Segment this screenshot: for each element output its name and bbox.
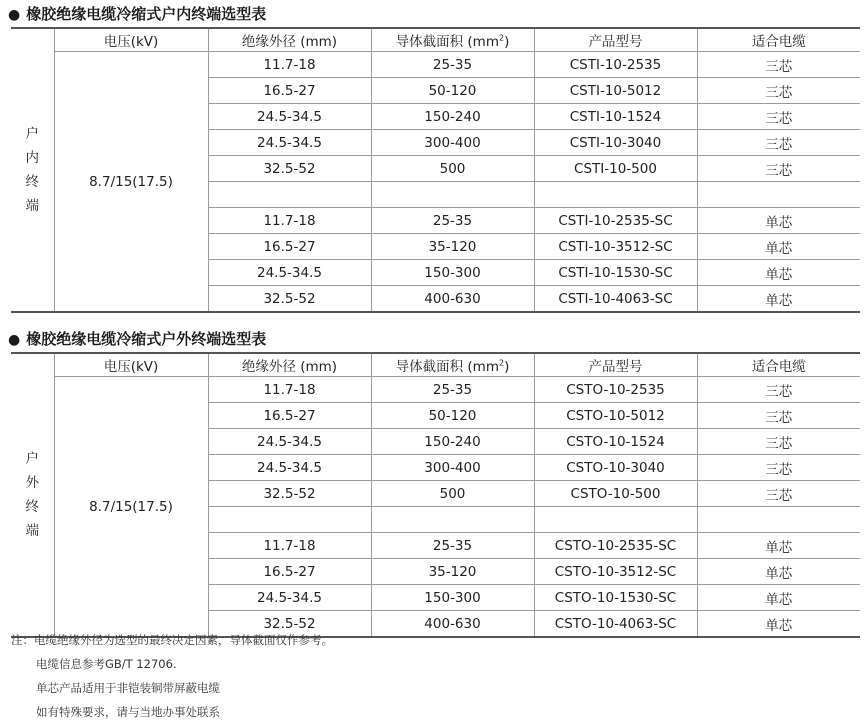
cable-cell: 三芯: [697, 156, 860, 182]
side-label-char: 外: [25, 475, 39, 491]
diameter-cell: 24.5-34.5: [208, 429, 371, 455]
section-cell: 25-35: [371, 208, 534, 234]
model-cell: CSTO-10-3512-SC: [534, 559, 697, 585]
cable-cell: 三芯: [697, 377, 860, 403]
note-line: 单芯产品适用于非铠装铜带屏蔽电缆: [36, 681, 220, 695]
diameter-cell: 16.5-27: [208, 403, 371, 429]
cable-cell: 单芯: [697, 559, 860, 585]
section-cell: 150-300: [371, 260, 534, 286]
header-section: [371, 353, 534, 377]
table-header-row: [11, 353, 860, 377]
model-cell: CSTO-10-3040: [534, 455, 697, 481]
model-cell: CSTO-10-5012: [534, 403, 697, 429]
cable-cell: 单芯: [697, 208, 860, 234]
voltage-cell: 8.7/15(17.5): [54, 377, 208, 638]
cable-cell: 三芯: [697, 429, 860, 455]
side-label-char: 端: [25, 523, 39, 539]
diameter-cell: 32.5-52: [208, 156, 371, 182]
model-cell: [534, 182, 697, 208]
diameter-cell: 11.7-18: [208, 52, 371, 78]
header-section-close: ): [504, 359, 510, 375]
section-cell: 25-35: [371, 377, 534, 403]
cable-cell: 三芯: [697, 104, 860, 130]
model-cell: CSTO-10-2535: [534, 377, 697, 403]
side-label-char: 户: [25, 126, 39, 142]
model-cell: CSTO-10-4063-SC: [534, 611, 697, 638]
diameter-cell: 32.5-52: [208, 481, 371, 507]
diameter-cell: 24.5-34.5: [208, 585, 371, 611]
section-cell: 300-400: [371, 455, 534, 481]
side-label-char: 端: [25, 198, 39, 214]
installation-type-label: [11, 28, 54, 312]
model-cell: CSTO-10-2535-SC: [534, 533, 697, 559]
section-cell: 35-120: [371, 234, 534, 260]
side-label-char: 内: [25, 150, 39, 166]
model-cell: CSTI-10-5012: [534, 78, 697, 104]
notes: [11, 630, 333, 726]
header-section-text: 导体截面积 (mm: [395, 34, 499, 50]
header-section: [371, 28, 534, 52]
diameter-cell: 32.5-52: [208, 286, 371, 313]
model-cell: CSTO-10-500: [534, 481, 697, 507]
diameter-cell: 24.5-34.5: [208, 130, 371, 156]
diameter-cell: 16.5-27: [208, 78, 371, 104]
note-line: 注：电缆绝缘外径为选型的最终决定因素，导体截面仅作参考。: [11, 633, 333, 647]
header-diameter: 绝缘外径 (mm): [208, 353, 371, 377]
diameter-cell: [208, 507, 371, 533]
header-voltage: 电压(kV): [54, 28, 208, 52]
cable-cell: 单芯: [697, 533, 860, 559]
voltage-cell: 8.7/15(17.5): [54, 52, 208, 313]
note-line: 如有特殊要求，请与当地办事处联系: [36, 705, 220, 719]
cable-cell: 三芯: [697, 78, 860, 104]
section-title-text: 橡胶绝缘电缆冷缩式户内终端选型表: [26, 5, 267, 23]
header-model: 产品型号: [534, 353, 697, 377]
header-diameter: 绝缘外径 (mm): [208, 28, 371, 52]
diameter-cell: 24.5-34.5: [208, 104, 371, 130]
installation-type-label: [11, 353, 54, 637]
cable-cell: 三芯: [697, 130, 860, 156]
diameter-cell: 16.5-27: [208, 559, 371, 585]
diameter-cell: 24.5-34.5: [208, 260, 371, 286]
model-cell: CSTI-10-2535: [534, 52, 697, 78]
table-row: [11, 52, 860, 78]
section-cell: [371, 507, 534, 533]
cable-cell: 三芯: [697, 403, 860, 429]
cable-cell: 三芯: [697, 455, 860, 481]
cable-cell: [697, 182, 860, 208]
diameter-cell: 11.7-18: [208, 208, 371, 234]
note-line: 电缆信息参考GB/T 12706.: [36, 657, 177, 671]
side-label-char: 终: [25, 499, 39, 515]
section-cell: 500: [371, 156, 534, 182]
header-section-close: ): [504, 34, 510, 50]
header-section-sup: 2: [498, 358, 505, 368]
header-cable: 适合电缆: [697, 353, 860, 377]
model-cell: CSTI-10-1524: [534, 104, 697, 130]
side-label-char: 户: [25, 451, 39, 467]
model-cell: CSTI-10-500: [534, 156, 697, 182]
model-cell: CSTI-10-3040: [534, 130, 697, 156]
cable-cell: [697, 507, 860, 533]
table-header-row: [11, 28, 860, 52]
cable-cell: 单芯: [697, 234, 860, 260]
indoor-selection-table: [11, 27, 860, 313]
model-cell: [534, 507, 697, 533]
cable-cell: 三芯: [697, 481, 860, 507]
model-cell: CSTI-10-1530-SC: [534, 260, 697, 286]
diameter-cell: [208, 182, 371, 208]
cable-cell: 单芯: [697, 611, 860, 638]
header-model: 产品型号: [534, 28, 697, 52]
section-cell: 35-120: [371, 559, 534, 585]
table-row: [11, 377, 860, 403]
side-label-char: 终: [25, 174, 39, 190]
section-cell: 50-120: [371, 403, 534, 429]
section-title-indoor: [8, 3, 266, 25]
section-cell: 300-400: [371, 130, 534, 156]
model-cell: CSTO-10-1530-SC: [534, 585, 697, 611]
cable-cell: 三芯: [697, 52, 860, 78]
model-cell: CSTI-10-2535-SC: [534, 208, 697, 234]
diameter-cell: 32.5-52: [208, 611, 371, 638]
section-cell: 25-35: [371, 533, 534, 559]
section-title-outdoor: [8, 328, 266, 350]
section-cell: 150-300: [371, 585, 534, 611]
diameter-cell: 24.5-34.5: [208, 455, 371, 481]
cable-cell: 单芯: [697, 286, 860, 313]
section-cell: 150-240: [371, 104, 534, 130]
diameter-cell: 11.7-18: [208, 377, 371, 403]
model-cell: CSTO-10-1524: [534, 429, 697, 455]
cable-cell: 单芯: [697, 585, 860, 611]
header-voltage: 电压(kV): [54, 353, 208, 377]
section-cell: [371, 182, 534, 208]
diameter-cell: 16.5-27: [208, 234, 371, 260]
section-cell: 400-630: [371, 286, 534, 313]
section-cell: 25-35: [371, 52, 534, 78]
section-cell: 400-630: [371, 611, 534, 638]
header-cable: 适合电缆: [697, 28, 860, 52]
bullet-icon: ●: [8, 7, 21, 23]
model-cell: CSTI-10-3512-SC: [534, 234, 697, 260]
diameter-cell: 11.7-18: [208, 533, 371, 559]
header-section-text: 导体截面积 (mm: [395, 359, 499, 375]
bullet-icon: ●: [8, 332, 21, 348]
section-cell: 500: [371, 481, 534, 507]
section-cell: 150-240: [371, 429, 534, 455]
section-cell: 50-120: [371, 78, 534, 104]
model-cell: CSTI-10-4063-SC: [534, 286, 697, 313]
cable-cell: 单芯: [697, 260, 860, 286]
header-section-sup: 2: [498, 33, 505, 43]
outdoor-selection-table: [11, 352, 860, 638]
section-title-text: 橡胶绝缘电缆冷缩式户外终端选型表: [26, 330, 267, 348]
